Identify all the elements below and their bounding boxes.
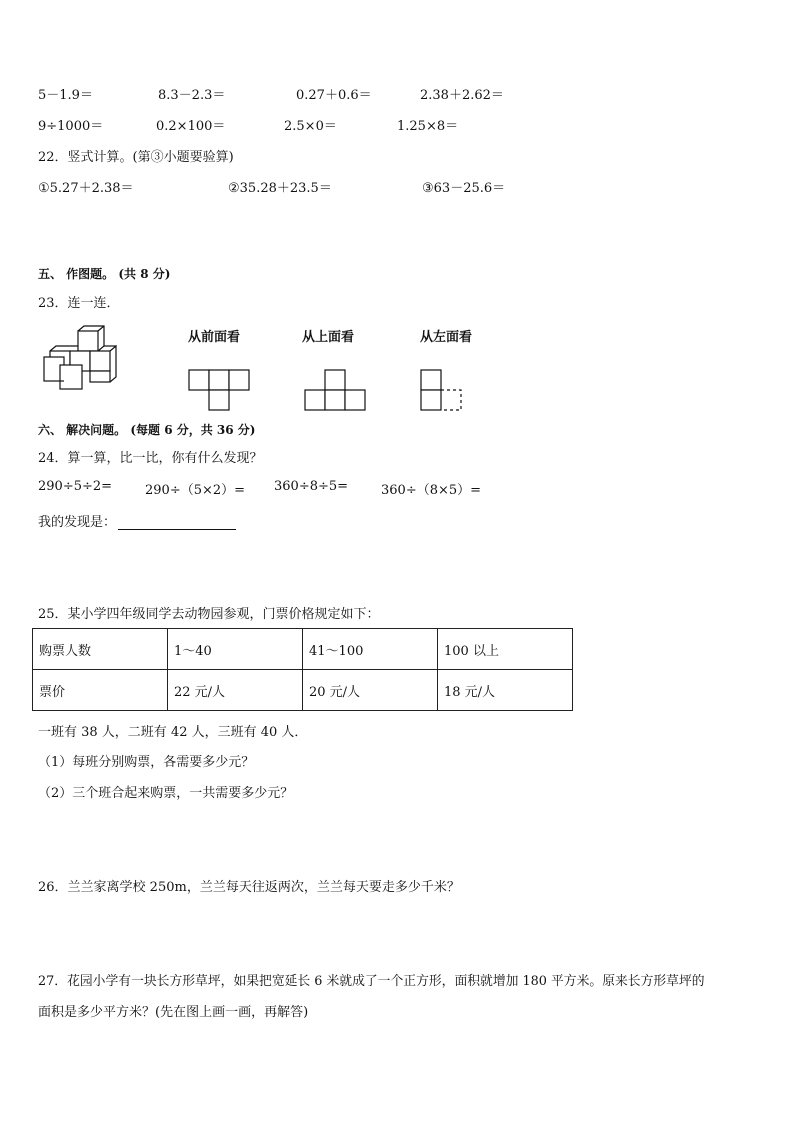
table-cell: 22 元/人 bbox=[168, 670, 303, 711]
q24-expr-1: 290÷5÷2= bbox=[38, 479, 113, 494]
view-top-label: 从上面看 bbox=[302, 330, 355, 345]
oral-calc-1: 5－1.9＝ bbox=[38, 88, 93, 103]
q27-line1: 27．花园小学有一块长方形草坪，如果把宽延长 6 米就成了一个正方形，面积就增加 180 平方米。原来长方形草坪的 bbox=[38, 974, 705, 989]
section6-heading: 六、 解决问题。 (每题 6 分，共 36 分) bbox=[38, 423, 256, 437]
q24-finding bbox=[38, 511, 236, 530]
q22-item-2: ②35.28＋23.5＝ bbox=[228, 181, 332, 196]
table-row bbox=[33, 670, 573, 711]
table-cell: 100 以上 bbox=[438, 629, 573, 670]
oral-calc-7: 2.5×0＝ bbox=[284, 119, 337, 134]
table-cell: 1～40 bbox=[168, 629, 303, 670]
q22-item-3: ③63－25.6＝ bbox=[422, 181, 506, 196]
q25-title: 25．某小学四年级同学去动物园参观，门票价格规定如下： bbox=[38, 607, 380, 622]
table-cell: 购票人数 bbox=[33, 629, 168, 670]
q24-title: 24．算一算，比一比，你有什么发现？ bbox=[38, 451, 263, 466]
q24-expr-4: 360÷（8×5）= bbox=[381, 483, 482, 498]
q27-line2: 面积是多少平方米？(先在图上画一画，再解答) bbox=[38, 1005, 309, 1020]
table-row bbox=[33, 629, 573, 670]
view-left-label: 从左面看 bbox=[420, 330, 473, 345]
section5-heading: 五、 作图题。 (共 8 分) bbox=[38, 267, 171, 281]
front-view-shape bbox=[188, 368, 250, 412]
oral-calc-4: 2.38＋2.62＝ bbox=[420, 88, 504, 103]
table-cell: 票价 bbox=[33, 670, 168, 711]
q22-item-1: ①5.27＋2.38＝ bbox=[38, 181, 134, 196]
q25-sub1: （1）每班分别购票，各需要多少元？ bbox=[38, 755, 255, 770]
ticket-price-table bbox=[32, 628, 573, 711]
oral-calc-5: 9÷1000＝ bbox=[38, 119, 104, 134]
view-front-label: 从前面看 bbox=[188, 330, 241, 345]
q24-expr-2: 290÷（5×2）= bbox=[145, 483, 246, 498]
table-cell: 20 元/人 bbox=[303, 670, 438, 711]
cube-stack-figure bbox=[44, 325, 124, 391]
q24-finding-label: 我的发现是： bbox=[38, 515, 117, 530]
q25-info: 一班有 38 人，二班有 42 人，三班有 40 人． bbox=[38, 725, 308, 740]
oral-calc-2: 8.3－2.3＝ bbox=[158, 88, 226, 103]
left-view-shape bbox=[420, 369, 464, 413]
oral-calc-8: 1.25×8＝ bbox=[397, 119, 459, 134]
table-cell: 18 元/人 bbox=[438, 670, 573, 711]
q24-expr-3: 360÷8÷5= bbox=[274, 479, 349, 494]
q25-sub2: （2）三个班合起来购票，一共需要多少元？ bbox=[38, 786, 294, 801]
oral-calc-6: 0.2×100＝ bbox=[156, 119, 226, 134]
table-cell: 41～100 bbox=[303, 629, 438, 670]
oral-calc-3: 0.27＋0.6＝ bbox=[296, 88, 372, 103]
q24-finding-blank[interactable] bbox=[118, 515, 236, 530]
top-view-shape bbox=[304, 369, 366, 413]
q22-title: 22．竖式计算。(第③小题要验算) bbox=[38, 150, 234, 165]
q23-title: 23．连一连． bbox=[38, 296, 120, 311]
q26-text: 26．兰兰家离学校 250m，兰兰每天往返两次，兰兰每天要走多少千米？ bbox=[38, 880, 460, 895]
